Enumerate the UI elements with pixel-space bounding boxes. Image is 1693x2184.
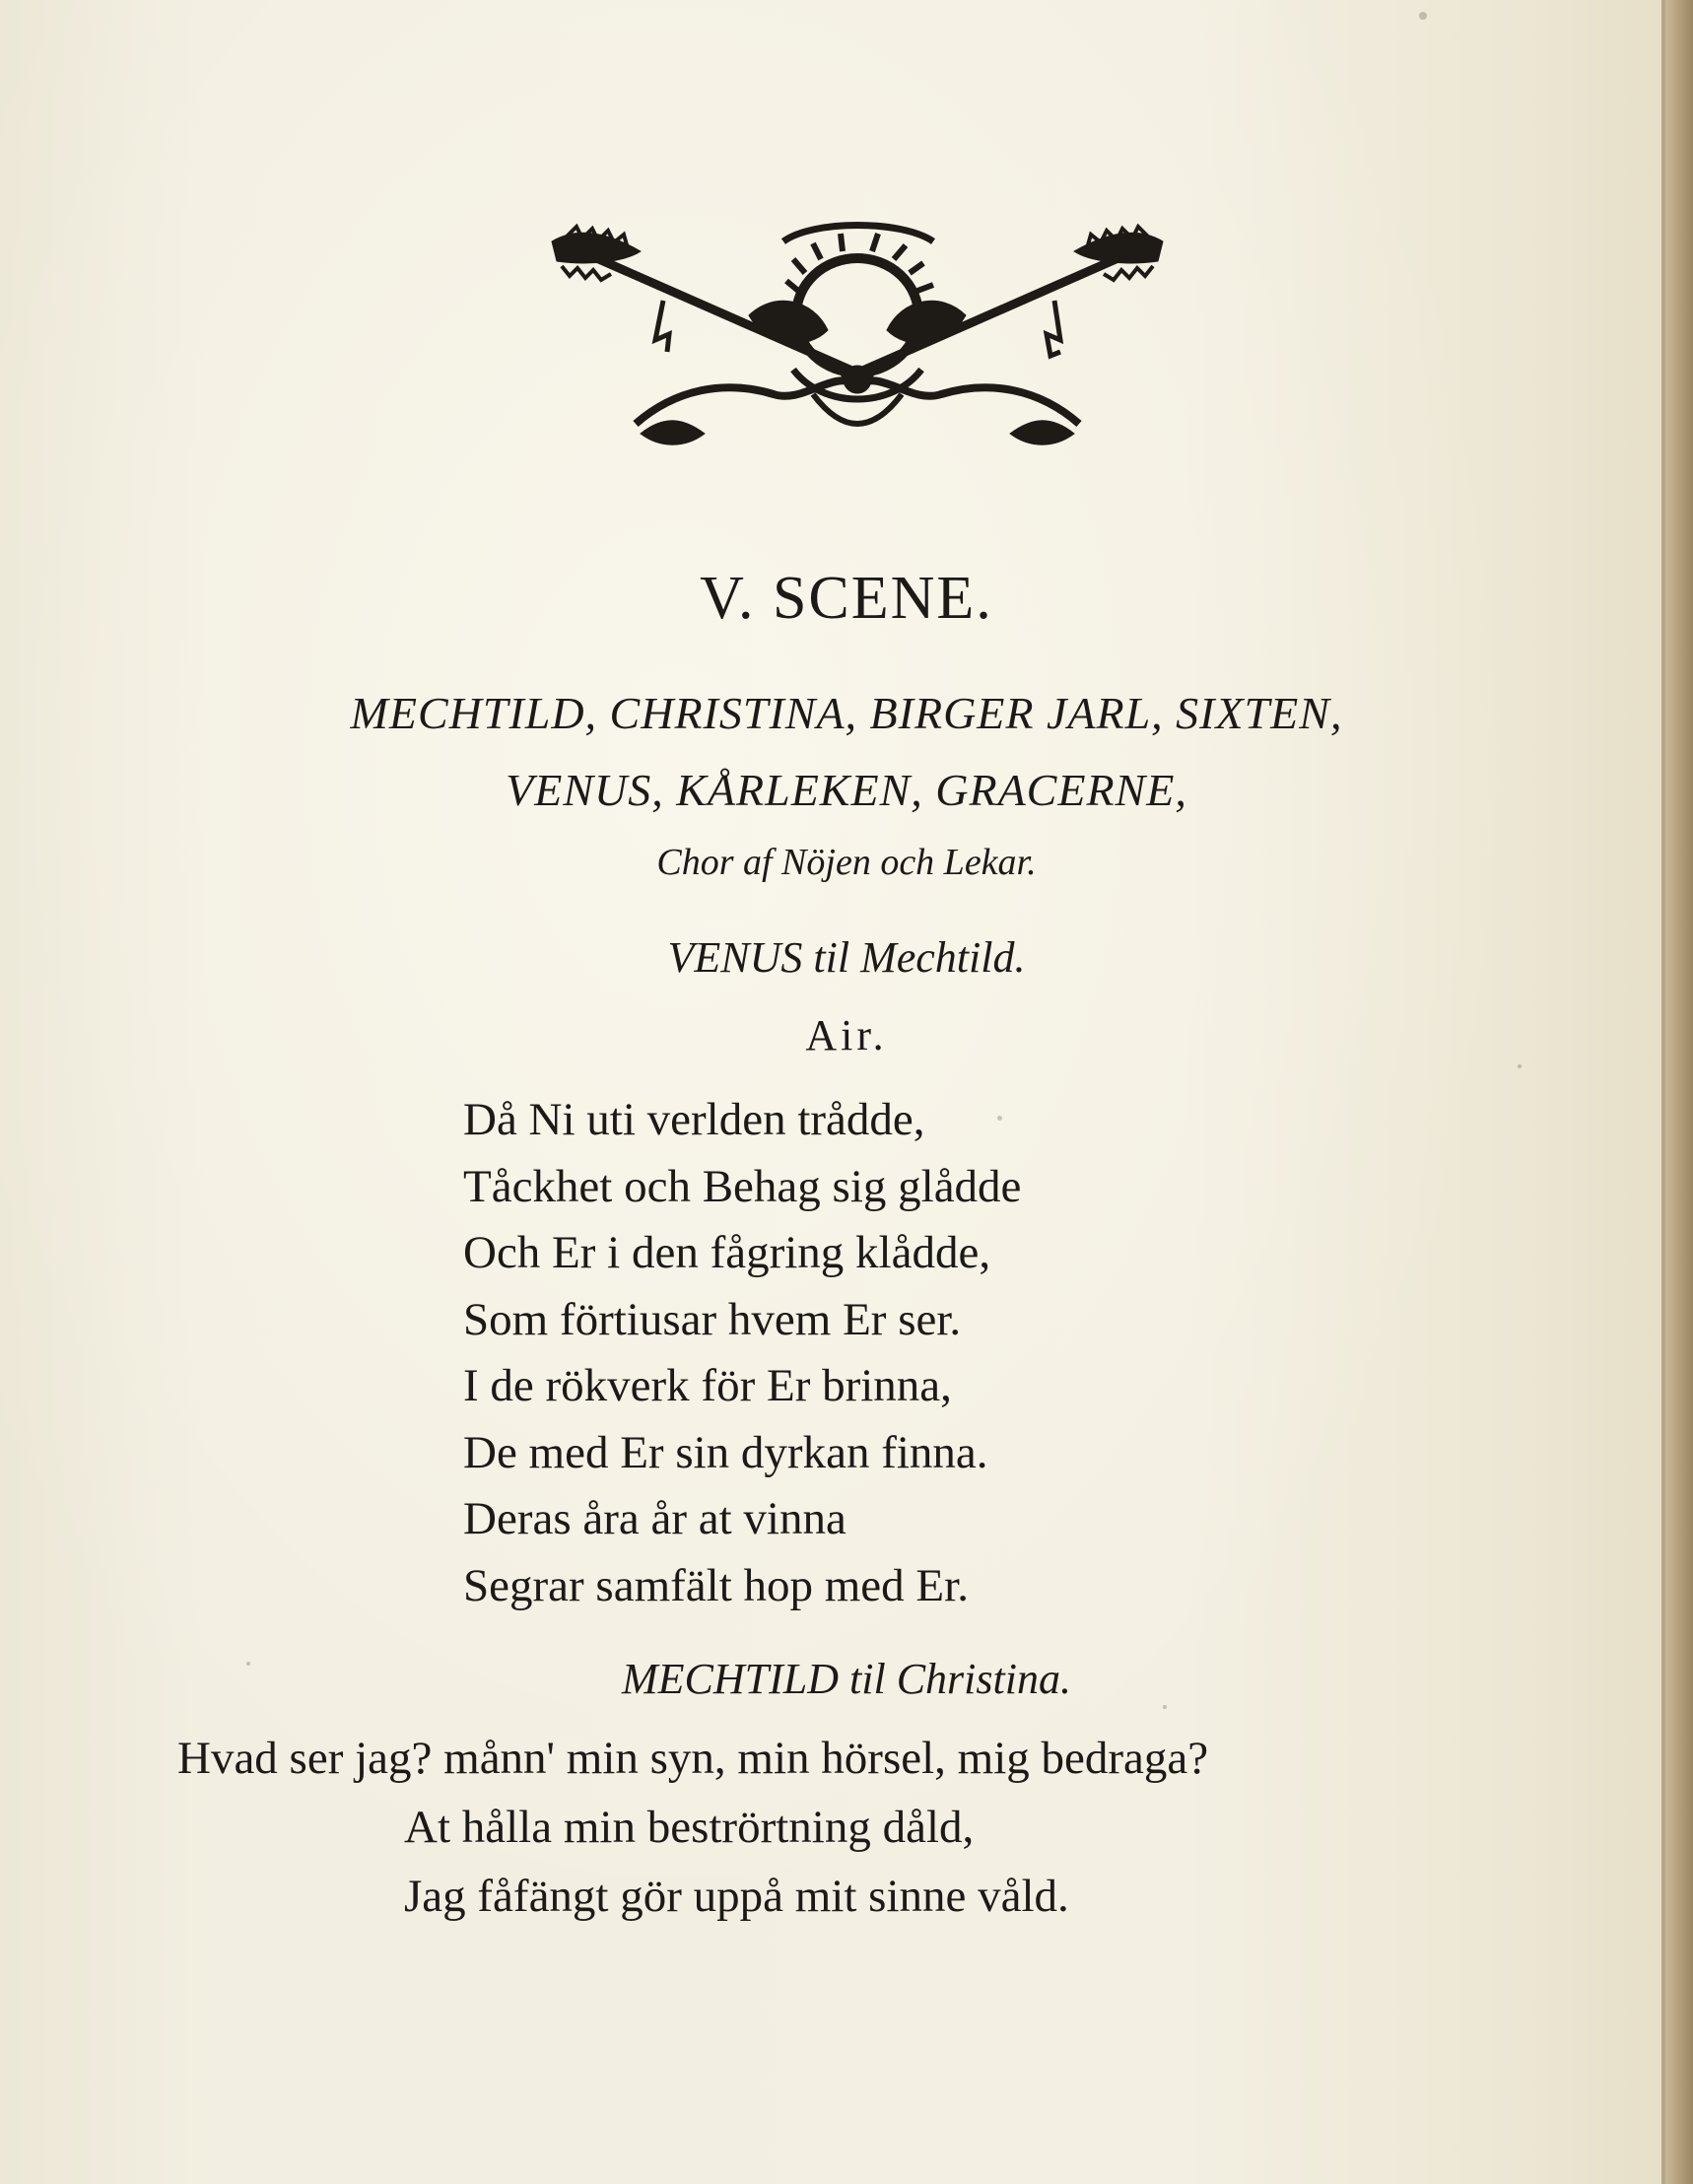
speaker-heading-venus: VENUS til Mechtild. <box>667 933 1026 982</box>
paper-speck <box>1518 1064 1522 1068</box>
air-heading: Air. <box>805 1011 888 1059</box>
verse-line: Och Er i den fågring klådde, <box>463 1227 991 1278</box>
dialogue-line: Jag fåfängt gör uppå mit sinne våld. <box>404 1871 1069 1922</box>
verse-line: De med Er sin dyrkan finna. <box>463 1426 988 1478</box>
crossed-torches-wreath-ornament-icon <box>547 222 1168 458</box>
scene-title: V. SCENE. <box>700 565 993 632</box>
page-gutter <box>1665 0 1693 2184</box>
paper-speck <box>246 1662 250 1666</box>
verse-line: I de rökverk för Er brinna, <box>463 1360 952 1411</box>
speaker-heading-mechtild: MECHTILD til Christina. <box>622 1655 1071 1703</box>
verse-line: Segrar samfält hop med Er. <box>463 1559 969 1611</box>
verse-line: Då Ni uti verlden trådde, <box>463 1094 925 1145</box>
paper-speck <box>1419 12 1427 20</box>
dialogue-line: Hvad ser jag? månn' min syn, min hörsel, mig bedraga? <box>177 1733 1209 1784</box>
verse-line: Som förtiusar hvem Er ser. <box>463 1293 962 1345</box>
paper-speck <box>1163 1705 1167 1709</box>
cast-list-line-2: VENUS, KÅRLEKEN, GRACERNE, <box>506 765 1187 815</box>
dialogue-line: At hålla min beströrtning dåld, <box>404 1802 975 1853</box>
paper-speck <box>997 1116 1002 1121</box>
verse-line: Deras åra år at vinna <box>463 1493 846 1544</box>
aria-verse-block <box>463 1087 1350 1619</box>
verse-line: Tåckhet och Behag sig glådde <box>463 1160 1022 1212</box>
cast-list-line-1: MECHTILD, CHRISTINA, BIRGER JARL, SIXTEN, <box>350 688 1343 738</box>
chorus-note: Chor af Nöjen och Lekar. <box>656 842 1037 883</box>
